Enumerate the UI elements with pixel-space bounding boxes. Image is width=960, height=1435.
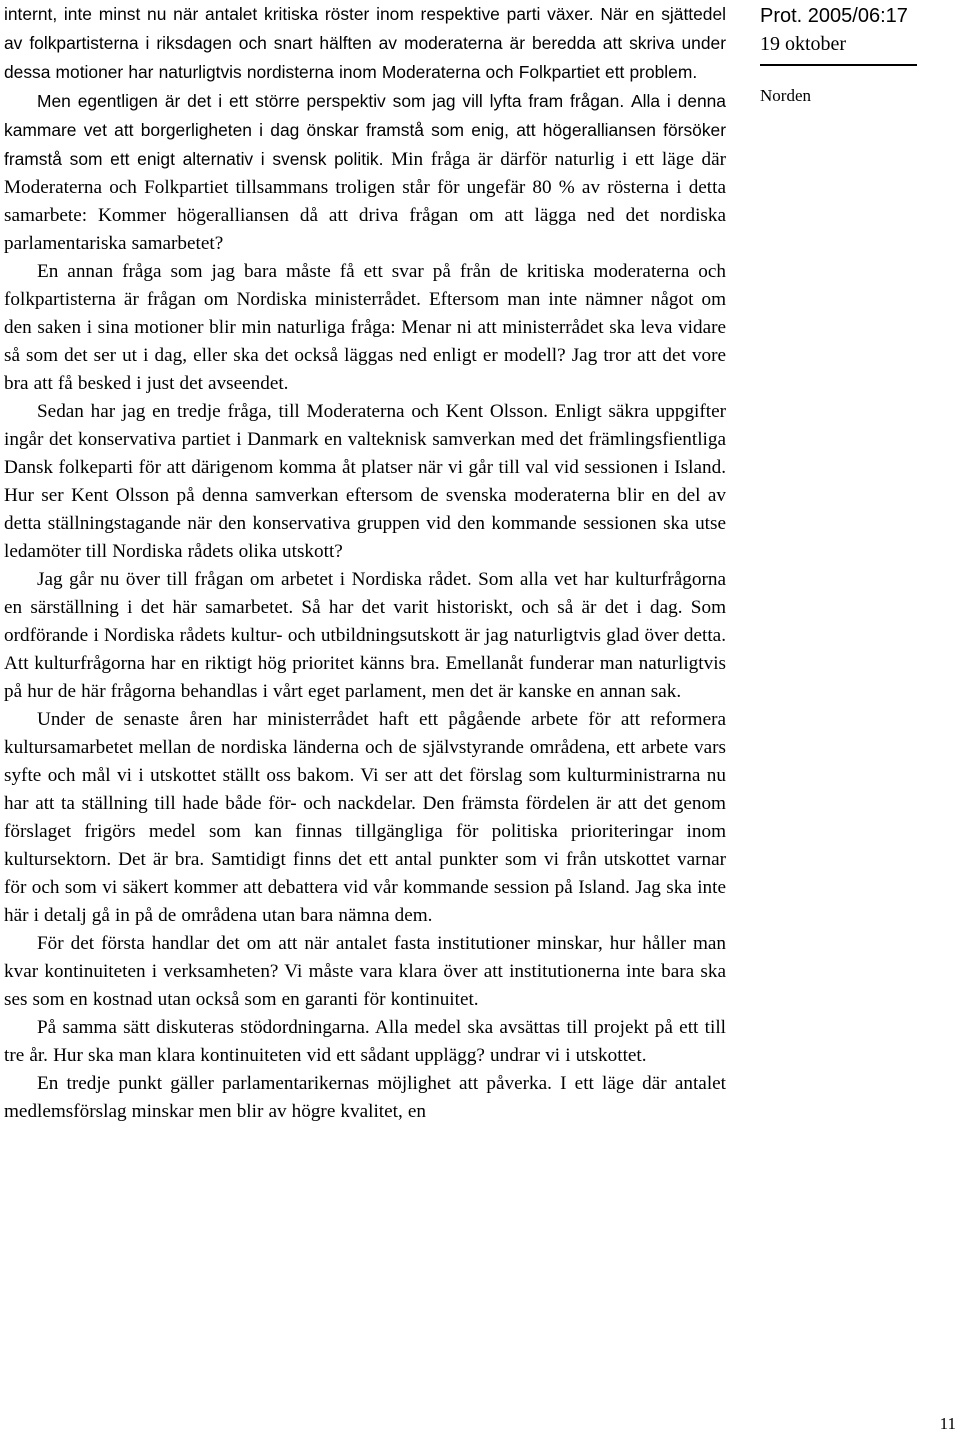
paragraph-2-sentence-3: Min fråga är därför naturlig i ett läge där Moderaterna och Folkpartiet tillsammans troligen står för ungefär 80 % av rösterna i detta samarbete: Kommer högeralliansen då att driva frågan om att lägga ned det nordiska parlamentariska samarbetet? (4, 149, 726, 254)
paragraph-2 (4, 87, 726, 258)
page-number: 11 (939, 1414, 956, 1433)
paragraph-2-sentence-2: Alla i denna kammare vet att borgerligheten i dag önskar framstå som enig, att högeralliansen försöker framstå som ett enigt alternativ i svensk politik. (4, 91, 726, 169)
paragraph-3: En annan fråga som jag bara måste få ett svar på från de kritiska moderaterna och folkpartisterna är frågan om Nordiska ministerrådet. Eftersom man inte nämner något om den saken i sina motioner blir min naturliga fråga: Menar ni att ministerrådet ska leva vidare så som det ser ut i dag, eller ska det också läggas ned enligt er modell? Jag tror att det vore bra att få besked i just det avseendet. (4, 261, 726, 394)
paragraph-7: För det första handlar det om att när antalet fasta institutioner minskar, hur håller man kvar kontinuiteten i verksamheten? Vi måste vara klara över att institutionerna inte bara ska ses som en kostnad utan också som en garanti för kontinuitet. (4, 933, 726, 1010)
protocol-number: Prot. 2005/06:17 (760, 5, 908, 27)
paragraph-2-sentence-1: Men egentligen är det i ett större perspektiv som jag vill lyfta fram frågan. (37, 91, 625, 111)
paragraph-1 (4, 0, 726, 87)
paragraph-5: Jag går nu över till frågan om arbetet i Nordiska rådet. Som alla vet har kulturfrågorna en särställning i det här samarbetet. Så har det varit historiskt, och så är det i dag. Som ordförande i Nordiska rådets kultur- och utbildningsutskott är jag naturligtvis glad över detta. Att kulturfrågorna har en riktigt hög prioritet känns bra. Emellanåt funderar man naturligtvis på hur de här frågorna behandlas i vårt eget parlament, men det är kanske en annan sak. (4, 569, 726, 702)
header-rule (760, 64, 917, 66)
paragraph-9: En tredje punkt gäller parlamentarikernas möjlighet att påverka. I ett läge där antalet medlemsförslag minskar men blir av högre kvalitet, en (4, 1073, 726, 1122)
protocol-date: 19 oktober (760, 33, 847, 55)
section-name: Norden (760, 86, 811, 105)
margin-header (760, 0, 960, 108)
paragraph-8: På samma sätt diskuteras stödordningarna. Alla medel ska avsättas till projekt på ett till tre år. Hur ska man klara kontinuiteten vid ett sådant upplägg? undrar vi i utskottet. (4, 1017, 726, 1066)
body-text-column (4, 0, 726, 1126)
paragraph-6: Under de senaste åren har ministerrådet haft ett pågående arbete för att reformera kultursamarbetet mellan de nordiska länderna och de självstyrande områdena, ett arbete vars syfte och mål vi i utskottet ställt oss bakom. Vi ser att det förslag som kulturministrarna nu har att ta ställning till hade både för- och nackdelar. Den främsta fördelen är att det genom förslaget frigörs medel som kan finnas tillgängliga för politiska prioriteringar inom kultursektorn. Det är bra. Samtidigt finns det ett antal punkter som vi från utskottet varnar för och som vi säkert kommer att debattera vid vår kommande session på Island. Jag ska inte här i detalj gå in på de områdena utan bara nämna dem. (4, 709, 726, 926)
paragraph-4: Sedan har jag en tredje fråga, till Moderaterna och Kent Olsson. Enligt säkra uppgifter ingår det konservativa partiet i Danmark en valteknisk samverkan med det främlingsfientliga Dansk folkeparti för att därigenom komma åt platser när vi går till val vid sessionen i Island. Hur ser Kent Olsson på denna samverkan eftersom de svenska moderaterna blir en del av detta ställningstagande när den konservativa gruppen vid den kommande sessionen ska utse ledamöter till Nordiska rådets olika utskott? (4, 401, 726, 562)
paragraph-1-text: internt, inte minst nu när antalet kritiska röster inom respektive parti växer. När en sjättedel av folkpartisterna i riksdagen och snart hälften av moderaterna är beredda att skriva under dessa motioner har naturligtvis nordisterna inom Moderaterna och Folkpartiet ett problem. (4, 4, 726, 82)
